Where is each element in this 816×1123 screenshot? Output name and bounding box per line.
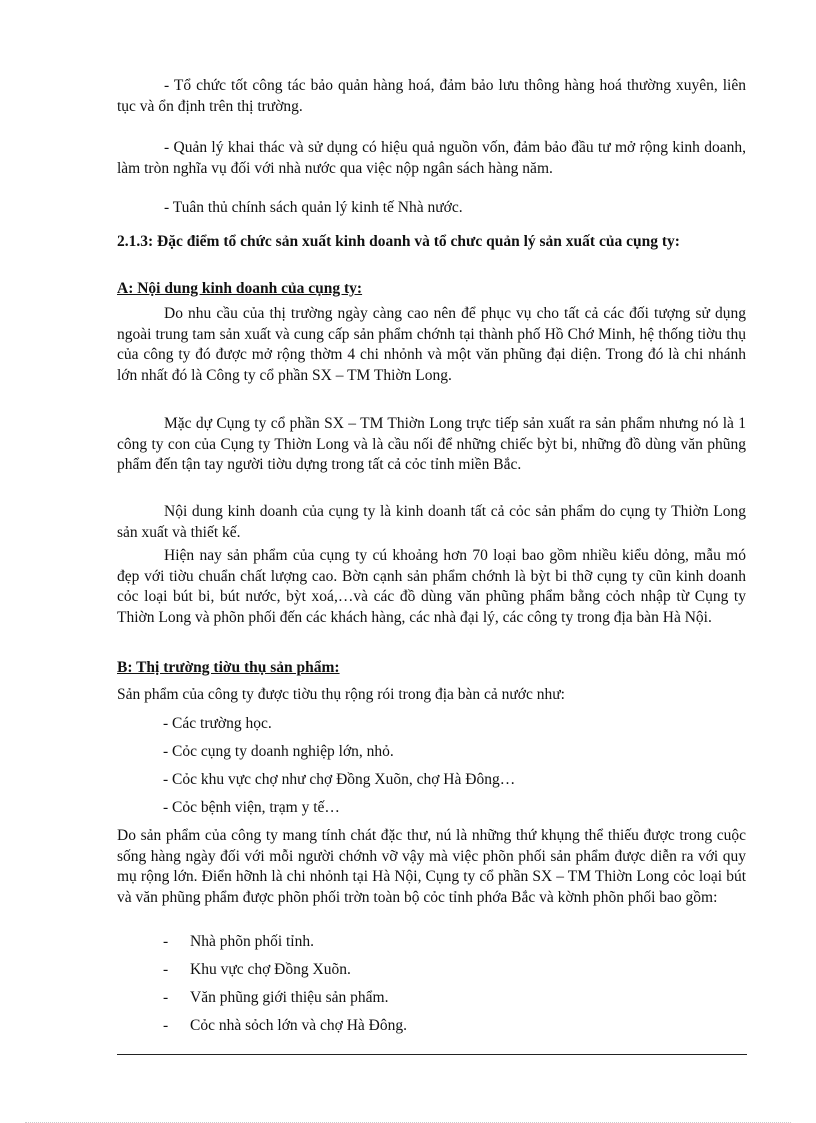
paragraph-b-distribution: Do sản phẩm của công ty mang tính chát đặc thư, nú là những thứ khụng thể thiếu được trong cuộc sống hàng ngày đối với mỗi người chớnh vỡ vậy mà việc phõn phối sản phẩm được diễn ra với quy mụ rộng lớn. Điển hỡnh là chi nhỏnh tại Hà Nội, Cụng ty cổ phần SX – TM Thiờn Long cỏc loại bút và văn phũng phẩm được phõn phối trờn toàn bộ cỏc tỉnh phớa Bắc và kờnh phõn phối bao gồm:: [117, 827, 746, 906]
paragraph-a1: Do nhu cầu của thị trường ngày càng cao nên để phục vụ cho tất cả các đối tượng sử dụng ngoài trung tam sản xuất và cung cấp sản phẩm chớnh tại thành phố Hồ Chớ Minh, hệ thống tiờu thụ của công ty đó được mở rộng thờm 4 chi nhỏnh và một văn phũng đại diện. Trong đó là chi nhánh lớn nhất đó là Công ty cổ phần SX – TM Thiờn Long.: [117, 305, 746, 384]
subheading-a: [117, 279, 746, 300]
list-item: - Các trường học.: [163, 715, 272, 732]
subheading-a-text: A: Nội dung kinh doanh của cụng ty:: [117, 280, 363, 297]
paragraph-storage: - Tổ chức tốt công tác bảo quản hàng hoá, đảm bảo lưu thông hàng hoá thường xuyên, liên tục và ổn định trên thị trường.: [117, 77, 746, 115]
section-heading: 2.1.3: Đặc điểm tổ chức sản xuất kinh doanh và tổ chưc quản lý sản xuất của cụng ty:: [117, 233, 680, 250]
dash-bullet: -: [163, 989, 169, 1006]
footer-rule: [117, 1054, 747, 1055]
subheading-b-text: B: Thị trường tiờu thụ sản phẩm:: [117, 659, 340, 676]
list-item: - Cỏc khu vực chợ như chợ Đồng Xuõn, chợ Hà Đông…: [163, 771, 516, 788]
dash-bullet: -: [163, 961, 169, 978]
dash-list-item: Văn phũng giới thiệu sản phẩm.: [190, 989, 389, 1006]
list-item: - Cỏc bệnh viện, trạm y tế…: [163, 799, 340, 816]
paragraph-a2: Mặc dự Cụng ty cổ phần SX – TM Thiờn Long trực tiếp sản xuất ra sản phẩm nhưng nó là 1 công ty con của Cụng ty Thiờn Long và là cầu nối để những chiếc bỳt bi, những đồ dùng văn phũng phẩm đến tận tay người tiờu dựng trong tất cả cỏc tỉnh miền Bắc.: [117, 415, 746, 473]
subheading-b: [117, 658, 746, 679]
paragraph-b-intro: Sản phẩm của công ty được tiờu thụ rộng rói trong địa bàn cả nước như:: [117, 686, 565, 703]
dash-list-item: Cỏc nhà sỏch lớn và chợ Hà Đông.: [190, 1017, 407, 1034]
paragraph-a3: Nội dung kinh doanh của cụng ty là kinh doanh tất cả cỏc sản phẩm do cụng ty Thiờn Long sản xuất và thiết kế.: [117, 503, 746, 541]
paragraph-capital: - Quản lý khai thác và sử dụng có hiệu quả nguồn vốn, đảm bảo đầu tư mở rộng kinh doanh, làm tròn nghĩa vụ đối với nhà nước qua việc nộp ngân sách hàng năm.: [117, 139, 746, 177]
dash-list-item: Nhà phõn phối tỉnh.: [190, 933, 314, 950]
list-item: - Cỏc cụng ty doanh nghiệp lớn, nhỏ.: [163, 743, 394, 760]
dash-bullet: -: [163, 1017, 169, 1034]
paragraph-compliance: - Tuân thủ chính sách quản lý kinh tế Nhà nước.: [164, 199, 463, 216]
dash-bullet: -: [163, 933, 169, 950]
paragraph-a4: Hiện nay sản phẩm của cụng ty cú khoảng hơn 70 loại bao gồm nhiều kiểu dỏng, mẫu mó đẹp với tiờu chuẩn chất lượng cao. Bờn cạnh sản phẩm chớnh là bỳt bi thỡ cụng ty cũn kinh doanh cỏc loại bút bi, bút nước, bỳt xoá,…và các đồ dùng văn phũng phẩm bằng cỏch nhập từ Cụng ty Thiờn Long và phõn phối đến các khách hàng, các nhà đại lý, các công ty trong địa bàn Hà Nội.: [117, 547, 746, 626]
dash-list-item: Khu vực chợ Đồng Xuõn.: [190, 961, 351, 978]
